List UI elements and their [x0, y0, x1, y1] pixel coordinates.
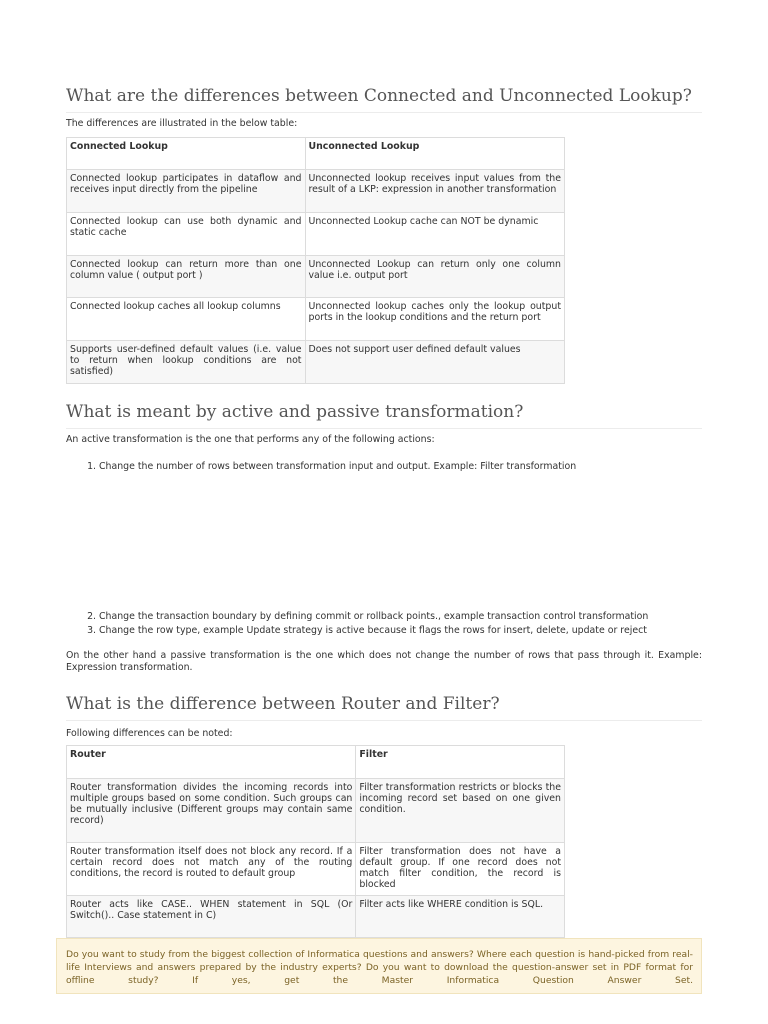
table-row [67, 170, 565, 213]
table-cell: Connected lookup caches all lookup columns [67, 298, 306, 341]
section-title-lookup: What are the differences between Connected and Unconnected Lookup? [66, 86, 702, 113]
section-intro-active-passive: An active transformation is the one that performs any of the following actions: [66, 434, 435, 445]
list-item: 3. Change the row type, example Update strategy is active because it flags the rows for insert, delete, update or reject [99, 624, 739, 638]
table-cell: Filter transformation does not have a default group. If one record does not match filter condition, the record is blocked [356, 843, 565, 896]
section-intro-router-filter: Following differences can be noted: [66, 728, 233, 739]
table-cell: Connected lookup participates in dataflow and receives input directly from the pipeline [67, 170, 306, 213]
promo-banner[interactable]: Do you want to study from the biggest collection of Informatica questions and answers? Where each question is hand-picked from real-life Interviews and answers prepared by the industry experts? Do you want to download the question-answer set in PDF format for offline study? If yes, get the Master Informatica Question Answer Set. [56, 938, 702, 994]
table-cell: Unconnected Lookup can return only one column value i.e. output port [305, 256, 565, 298]
table-cell: Supports user-defined default values (i.e. value to return when lookup conditions are not satisfied) [67, 341, 306, 384]
list-item: 2. Change the transaction boundary by defining commit or rollback points., example transaction control transformation [99, 610, 739, 624]
table-header-cell: Filter [356, 746, 565, 779]
section-title-active-passive: What is meant by active and passive transformation? [66, 402, 702, 429]
table-cell: Unconnected lookup caches only the lookup output ports in the lookup conditions and the return port [305, 298, 565, 341]
passive-description: On the other hand a passive transformation is the one which does not change the number of rows that pass through it. Example: Expression transformation. [66, 650, 702, 673]
lookup-table [66, 137, 565, 384]
table-header-row [67, 746, 565, 779]
actions-list-part1 [66, 460, 739, 474]
section-title-router-filter: What is the difference between Router and Filter? [66, 694, 702, 721]
table-row [67, 298, 565, 341]
section-intro-lookup: The differences are illustrated in the below table: [66, 118, 298, 129]
table-cell: Router transformation itself does not block any record. If a certain record does not match any of the routing conditions, the record is routed to default group [67, 843, 356, 896]
table-cell: Does not support user defined default values [305, 341, 565, 384]
table-row [67, 896, 565, 938]
list-item: 1. Change the number of rows between transformation input and output. Example: Filter transformation [99, 460, 739, 474]
table-cell: Connected lookup can return more than one column value ( output port ) [67, 256, 306, 298]
table-cell: Unconnected lookup receives input values from the result of a LKP: expression in another transformation [305, 170, 565, 213]
table-row [67, 341, 565, 384]
table-header-cell: Connected Lookup [67, 138, 306, 170]
table-cell: Router acts like CASE.. WHEN statement in SQL (Or Switch().. Case statement in C) [67, 896, 356, 938]
table-header-cell: Unconnected Lookup [305, 138, 565, 170]
table-cell: Connected lookup can use both dynamic and static cache [67, 213, 306, 256]
table-row [67, 213, 565, 256]
table-row [67, 843, 565, 896]
table-row [67, 256, 565, 298]
table-cell: Router transformation divides the incoming records into multiple groups based on some condition. Such groups can be mutually inclusive (Different groups may contain same record) [67, 779, 356, 843]
table-header-row [67, 138, 565, 170]
actions-list-part2 [66, 610, 739, 638]
router-filter-table [66, 745, 565, 938]
table-cell: Filter acts like WHERE condition is SQL. [356, 896, 565, 938]
table-header-cell: Router [67, 746, 356, 779]
table-row [67, 779, 565, 843]
table-cell: Filter transformation restricts or blocks the incoming record set based on one given condition. [356, 779, 565, 843]
table-cell: Unconnected Lookup cache can NOT be dynamic [305, 213, 565, 256]
